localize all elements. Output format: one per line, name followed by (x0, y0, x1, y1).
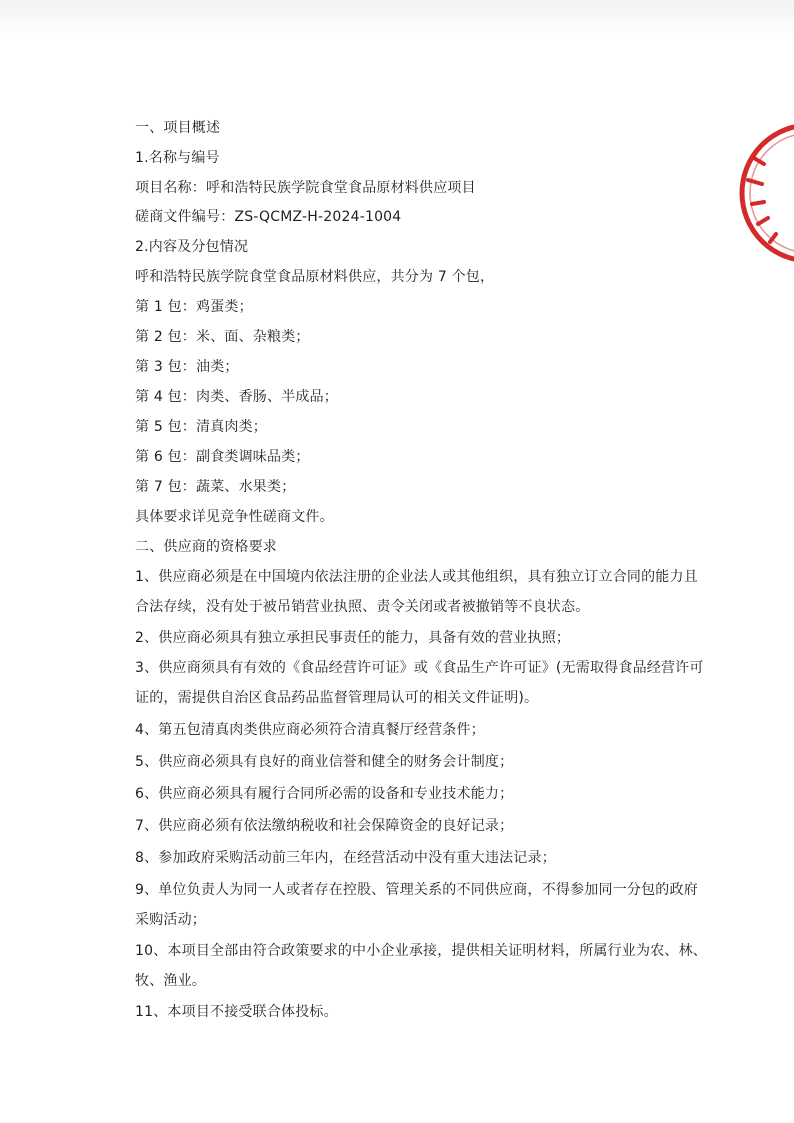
lot-item: 第 1 包：鸡蛋类； (135, 299, 253, 315)
requirement-item: 11、本项目不接受联合体投标。 (135, 1004, 338, 1020)
requirement-item-continued: 采购活动； (135, 912, 206, 928)
requirement-item: 7、供应商必须有依法缴纳税收和社会保障资金的良好记录； (135, 818, 514, 834)
requirement-item: 2、供应商必须具有独立承担民事责任的能力，具备有效的营业执照； (135, 630, 571, 646)
lot-item: 第 5 包：清真肉类； (135, 419, 268, 435)
content-summary: 呼和浩特民族学院食堂食品原材料供应，共分为 7 个包， (135, 269, 495, 285)
red-seal-stamp (734, 118, 794, 268)
project-name: 项目名称：呼和浩特民族学院食堂食品原材料供应项目 (135, 180, 476, 196)
requirement-item: 10、本项目全部由符合政策要求的中小企业承接，提供相关证明材料，所属行业为农、林、 (135, 943, 708, 959)
subheading-name-number: 1.名称与编号 (135, 150, 220, 166)
subheading-content-lots: 2.内容及分包情况 (135, 239, 249, 255)
document-number: 磋商文件编号：ZS-QCMZ-H-2024-1004 (135, 209, 402, 225)
requirement-item: 9、单位负责人为同一人或者存在控股、管理关系的不同供应商，不得参加同一分包的政府 (135, 882, 698, 898)
details-note: 具体要求详见竞争性磋商文件。 (135, 509, 334, 525)
requirement-item: 1、供应商必须是在中国境内依法注册的企业法人或其他组织，具有独立订立合同的能力且 (135, 569, 698, 585)
requirement-item-continued: 证的，需提供自治区食品药品监督管理局认可的相关文件证明)。 (135, 690, 539, 706)
section-heading-overview: 一、项目概述 (135, 120, 221, 136)
scan-shadow (0, 0, 794, 40)
section-heading-qualifications: 二、供应商的资格要求 (135, 539, 277, 555)
requirement-item: 3、供应商须具有有效的《食品经营许可证》或《食品生产许可证》(无需取得食品经营许可 (135, 660, 704, 676)
requirement-item-continued: 合法存续，没有处于被吊销营业执照、责令关闭或者被撤销等不良状态。 (135, 599, 590, 615)
requirement-item-continued: 牧、渔业。 (135, 973, 206, 989)
requirement-item: 8、参加政府采购活动前三年内，在经营活动中没有重大违法记录； (135, 850, 556, 866)
lot-item: 第 3 包：油类； (135, 359, 239, 375)
requirement-item: 6、供应商必须具有履行合同所必需的设备和专业技术能力； (135, 786, 514, 802)
requirement-item: 5、供应商必须具有良好的商业信誉和健全的财务会计制度； (135, 754, 514, 770)
requirement-item: 4、第五包清真肉类供应商必须符合清真餐厅经营条件； (135, 722, 485, 738)
lot-item: 第 7 包：蔬菜、水果类； (135, 479, 296, 495)
lot-item: 第 2 包：米、面、杂粮类； (135, 329, 310, 345)
lot-item: 第 6 包：副食类调味品类； (135, 449, 310, 465)
lot-item: 第 4 包：肉类、香肠、半成品； (135, 389, 339, 405)
